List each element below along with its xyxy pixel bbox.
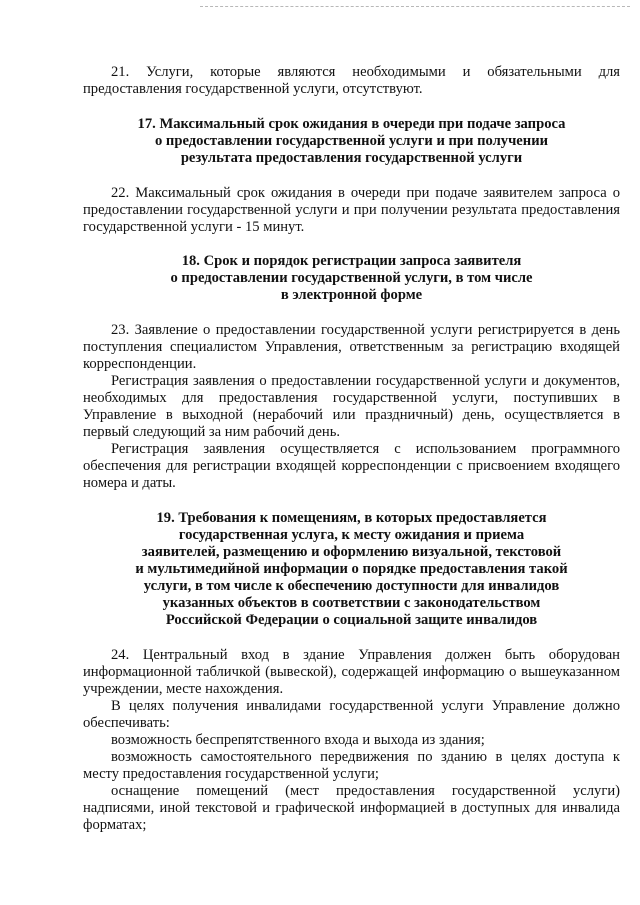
document-body <box>83 64 620 834</box>
heading-17-line-1: 17. Максимальный срок ожидания в очереди при подаче запроса <box>137 116 566 132</box>
top-scan-line <box>200 6 630 7</box>
heading-19-line-3: заявителей, размещению и оформлению визуальной, текстовой <box>141 544 562 560</box>
list-item-movement: возможность самостоятельного передвижения по зданию в целях доступа к месту предоставления государственной услуги; <box>83 749 620 782</box>
heading-19-line-1: 19. Требования к помещениям, в которых предоставляется <box>156 510 547 526</box>
heading-19-line-7: Российской Федерации о социальной защите инвалидов <box>165 612 538 628</box>
heading-19-line-5: услуги, в том числе к обеспечению доступности для инвалидов <box>143 578 560 594</box>
paragraph-23-registration: Регистрация заявления о предоставлении государственной услуги и документов, необходимых для предоставления государственной услуги, поступивших в Управление в выходной (нерабочий или праздничный) день, осуществляется в первый следующий за ним рабочий день. <box>83 373 620 440</box>
heading-19 <box>83 510 620 629</box>
heading-18 <box>83 253 620 304</box>
heading-18-line-1: 18. Срок и порядок регистрации запроса заявителя <box>181 253 522 269</box>
paragraph-23: 23. Заявление о предоставлении государственной услуги регистрируется в день поступления специалистом Управления, ответственным за регистрацию входящей корреспонденции. <box>83 322 620 372</box>
heading-19-line-6: указанных объектов в соответствии с законодательством <box>162 595 541 611</box>
heading-18-line-2: о предоставлении государственной услуги, в том числе <box>170 270 533 286</box>
heading-17-line-3: результата предоставления государственной услуги <box>180 150 523 166</box>
heading-17-line-2: о предоставлении государственной услуги и при получении <box>154 133 549 149</box>
paragraph-24-disabled-access: В целях получения инвалидами государственной услуги Управление должно обеспечивать: <box>83 698 620 731</box>
paragraph-23-software: Регистрация заявления осуществляется с использованием программного обеспечения для регистрации входящей корреспонденции с присвоением входящего номера и даты. <box>83 441 620 491</box>
paragraph-22: 22. Максимальный срок ожидания в очереди при подаче заявителем запроса о предоставлении государственной услуги и при получении результата предоставления государственной услуги - 15 минут. <box>83 185 620 235</box>
heading-19-line-4: и мультимедийной информации о порядке предоставления такой <box>135 561 568 577</box>
paragraph-24: 24. Центральный вход в здание Управления должен быть оборудован информационной табличкой (вывеской), содержащей информацию о вышеуказанном учреждении, месте нахождения. <box>83 647 620 697</box>
paragraph-21: 21. Услуги, которые являются необходимыми и обязательными для предоставления государственной услуги, отсутствуют. <box>83 64 620 97</box>
heading-19-line-2: государственная услуга, к месту ожидания и приема <box>178 527 525 543</box>
heading-17 <box>83 116 620 167</box>
list-item-signage: оснащение помещений (мест предоставления государственной услуги) надписями, иной текстовой и графической информацией в доступных для инвалида форматах; <box>83 783 620 833</box>
heading-18-line-3: в электронной форме <box>280 287 423 303</box>
list-item-entry-exit: возможность беспрепятственного входа и выхода из здания; <box>111 732 485 748</box>
